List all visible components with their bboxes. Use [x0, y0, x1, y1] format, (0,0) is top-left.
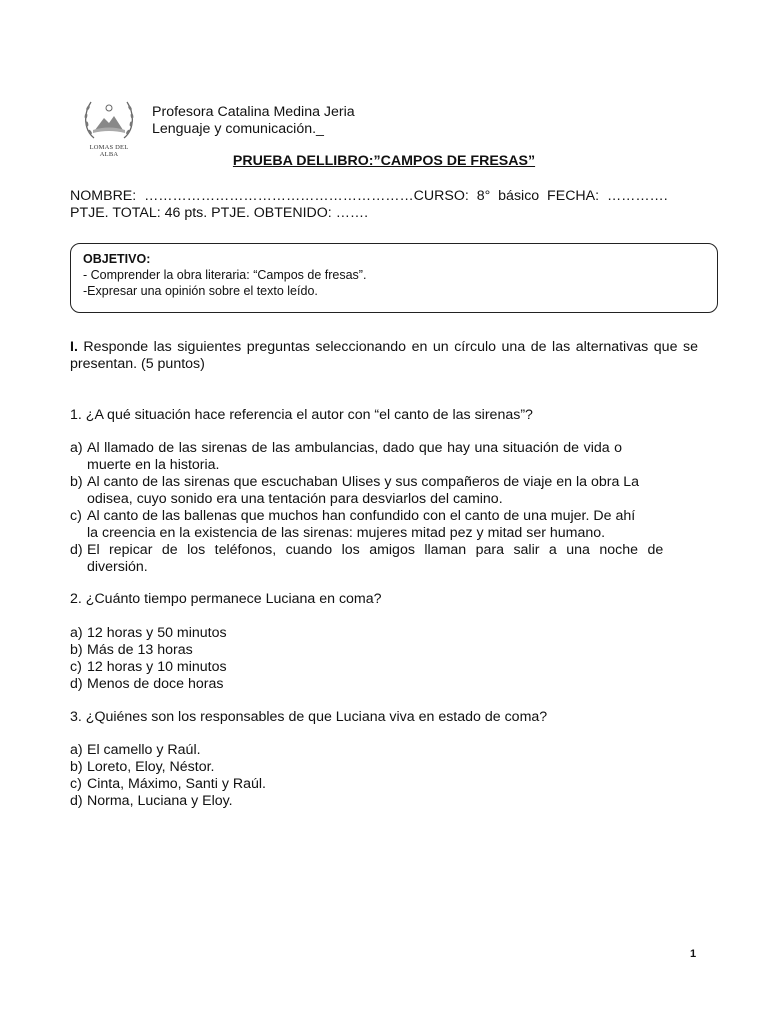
option-a[interactable]: [70, 742, 698, 759]
option-label: d): [70, 542, 83, 558]
option-text-line: 12 horas y 10 minutos: [87, 659, 227, 675]
option-label: d): [70, 793, 83, 809]
option-label: a): [70, 742, 83, 758]
student-info-line-1: NOMBRE: …………………………………………………CURSO: 8° básico FECHA: ………….: [70, 188, 668, 204]
section-instruction-text: Responde las siguientes preguntas seleccionando en un círculo una de las alternativas que se presentan. (5 puntos): [70, 339, 698, 372]
section-instruction: [70, 339, 698, 373]
option-c[interactable]: [70, 776, 698, 793]
question-text: 3. ¿Quiénes son los responsables de que Luciana viva en estado de coma?: [70, 709, 548, 725]
option-text-line: Al llamado de las sirenas de las ambulancias, dado que hay una situación de vida o: [87, 440, 623, 456]
question-2: [70, 591, 698, 608]
objective-box: [70, 243, 718, 313]
option-text-line: Cinta, Máximo, Santi y Raúl.: [87, 776, 266, 792]
question-text: 2. ¿Cuánto tiempo permanece Luciana en coma?: [70, 591, 382, 607]
option-b[interactable]: [70, 474, 698, 508]
section-numeral: I.: [70, 339, 78, 355]
school-logo: [80, 94, 138, 158]
option-b[interactable]: [70, 642, 698, 659]
option-text-line: odisea, cuyo sonido era una tentación para desviarlos del camino.: [87, 491, 503, 507]
option-text-line: diversión.: [87, 559, 148, 575]
option-text-line: Menos de doce horas: [87, 676, 224, 692]
option-label: a): [70, 440, 83, 456]
option-label: a): [70, 625, 83, 641]
option-text-line: Al canto de las sirenas que escuchaban Ulises y sus compañeros de viaje en la obra La: [87, 474, 640, 490]
page-number: 1: [690, 948, 697, 960]
question-1: [70, 407, 698, 424]
option-d[interactable]: [70, 542, 698, 576]
document-header: [152, 104, 355, 138]
document-title: PRUEBA DELLIBRO:”CAMPOS DE FRESAS”: [232, 153, 536, 169]
option-label: c): [70, 776, 82, 792]
option-label: c): [70, 659, 82, 675]
option-c[interactable]: [70, 508, 698, 542]
option-d[interactable]: [70, 793, 698, 810]
option-text-line: la creencia en la existencia de las sirenas: mujeres mitad pez y mitad ser humano.: [87, 525, 606, 541]
option-label: b): [70, 642, 83, 658]
question-3-options: [70, 742, 698, 810]
option-a[interactable]: [70, 625, 698, 642]
option-text-line: Norma, Luciana y Eloy.: [87, 793, 233, 809]
option-d[interactable]: [70, 676, 698, 693]
objective-item: - Comprender la obra literaria: “Campos de fresas”.: [83, 268, 367, 282]
objective-item: -Expresar una opinión sobre el texto leído.: [83, 284, 318, 298]
option-label: b): [70, 474, 83, 490]
question-2-options: [70, 625, 698, 693]
option-text-line: Al canto de las ballenas que muchos han confundido con el canto de una mujer. De ahí: [87, 508, 636, 524]
option-label: b): [70, 759, 83, 775]
option-label: d): [70, 676, 83, 692]
option-a[interactable]: [70, 440, 698, 474]
question-1-options: [70, 440, 698, 576]
option-b[interactable]: [70, 759, 698, 776]
question-text: 1. ¿A qué situación hace referencia el autor con “el canto de las sirenas”?: [70, 407, 533, 423]
option-text-line: El repicar de los teléfonos, cuando los amigos llaman para salir a una noche de: [87, 542, 664, 558]
option-text-line: 12 horas y 50 minutos: [87, 625, 227, 641]
option-text-line: El camello y Raúl.: [87, 742, 201, 758]
option-label: c): [70, 508, 82, 524]
student-info-line-2: PTJE. TOTAL: 46 pts. PTJE. OBTENIDO: …….: [70, 205, 369, 221]
school-crest-icon: [80, 94, 138, 144]
option-text-line: muerte en la historia.: [87, 457, 220, 473]
option-text-line: Más de 13 horas: [87, 642, 193, 658]
question-3: [70, 709, 698, 726]
option-text-line: Loreto, Eloy, Néstor.: [87, 759, 215, 775]
subject-name: Lenguaje y comunicación._: [152, 121, 324, 137]
teacher-name: Profesora Catalina Medina Jeria: [152, 104, 355, 120]
option-c[interactable]: [70, 659, 698, 676]
objective-title: OBJETIVO:: [83, 252, 151, 266]
school-logo-text: LOMAS DEL ALBA: [89, 144, 129, 158]
